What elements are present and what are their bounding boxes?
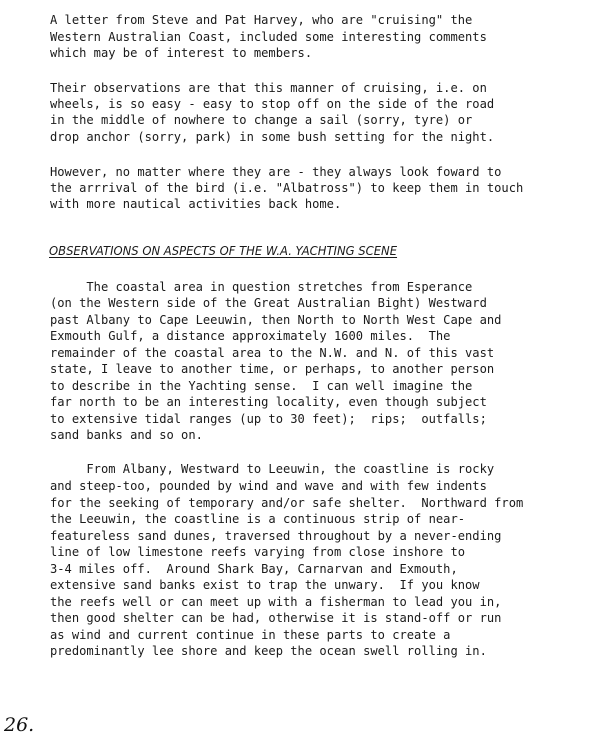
albany-line: for the seeking of temporary and/or safe shelter. Northward from: [50, 496, 524, 510]
coastal-line: remainder of the coastal area to the N.W. and N. of this vast: [50, 346, 495, 360]
section-heading: OBSERVATIONS ON ASPECTS OF THE W.A. YACHTING SCENE: [49, 243, 398, 258]
albany-line: featureless sand dunes, traversed throughout by a never-ending: [50, 529, 502, 543]
however-line: the arrrival of the bird (i.e. "Albatross") to keep them in touch: [50, 181, 524, 195]
coastal-line: past Albany to Cape Leeuwin, then North to North West Cape and: [50, 313, 502, 327]
coastal-line: to extensive tidal ranges (up to 30 feet); rips; outfalls;: [50, 412, 487, 426]
albany-line: as wind and current continue in these parts to create a: [50, 628, 451, 642]
coastal-line: sand banks and so on.: [50, 428, 203, 442]
albany-line: and steep-too, pounded by wind and wave and with few indents: [50, 479, 487, 493]
coastal-line: (on the Western side of the Great Australian Bight) Westward: [50, 296, 487, 310]
intro-line: A letter from Steve and Pat Harvey, who are "cruising" the: [50, 13, 473, 27]
albany-line: line of low limestone reefs varying from close inshore to: [50, 545, 466, 559]
observations-line: wheels, is so easy - easy to stop off on the side of the road: [50, 97, 495, 111]
however-line: with more nautical activities back home.: [50, 197, 342, 211]
albany-line: predominantly lee shore and keep the ocean swell rolling in.: [50, 644, 487, 658]
page-number: 26.: [4, 714, 35, 736]
however-line: However, no matter where they are - they always look foward to: [50, 165, 502, 179]
coastal-line: far north to be an interesting locality, even though subject: [50, 395, 487, 409]
albany-line: 3-4 miles off. Around Shark Bay, Carnarvan and Exmouth,: [50, 562, 458, 576]
albany-line: then good shelter can be had, otherwise it is stand-off or run: [50, 611, 502, 625]
coastal-line: to describe in the Yachting sense. I can well imagine the: [50, 379, 473, 393]
observations-line: Their observations are that this manner of cruising, i.e. on: [50, 81, 487, 95]
coastal-line: state, I leave to another time, or perhaps, to another person: [50, 362, 495, 376]
albany-line: extensive sand banks exist to trap the unwary. If you know: [50, 578, 480, 592]
observations-line: drop anchor (sorry, park) in some bush setting for the night.: [50, 130, 495, 144]
coastal-line: Exmouth Gulf, a distance approximately 1600 miles. The: [50, 329, 451, 343]
albany-line: the Leeuwin, the coastline is a continuous strip of near-: [50, 512, 466, 526]
intro-line: Western Australian Coast, included some interesting comments: [50, 30, 487, 44]
albany-line: the reefs well or can meet up with a fisherman to lead you in,: [50, 595, 502, 609]
intro-line: which may be of interest to members.: [50, 46, 313, 60]
coastal-line: The coastal area in question stretches from Esperance: [50, 280, 473, 294]
observations-line: in the middle of nowhere to change a sail (sorry, tyre) or: [50, 113, 473, 127]
albany-line: From Albany, Westward to Leeuwin, the coastline is rocky: [50, 462, 495, 476]
